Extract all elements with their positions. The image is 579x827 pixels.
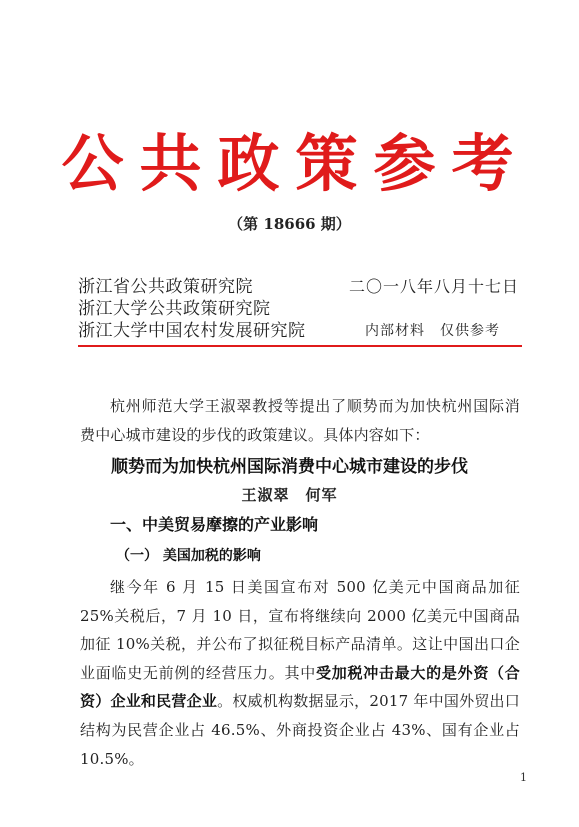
subsection-heading: （一） 美国加税的影响 (116, 548, 261, 564)
internal-note: 内部材料 仅供参考 (365, 323, 500, 339)
body-text-emphasis: 受加税冲击最大的是外资（合资）企业和民营企业 (80, 663, 520, 711)
publish-date: 二〇一八年八月十七日 (349, 277, 520, 296)
article-authors: 王淑翠 何军 (241, 486, 338, 504)
section-heading: 一、中美贸易摩擦的产业影响 (110, 515, 319, 534)
institution-2: 浙江大学公共政策研究院 (78, 299, 271, 319)
article-title: 顺势而为加快杭州国际消费中心城市建设的步伐 (111, 457, 468, 477)
page-number: 1 (520, 771, 527, 784)
body-paragraph (80, 573, 520, 773)
body-text-part1: 继今年 6 月 15 日美国宣布对 500 亿美元中国商品加征 25%关税后，7 月 10 日，宣布将继续向 2000 亿美元中国商品加征 10%关税，并公布了拟征税目标产品清单。这让中国出口企业面临史无前例的经营压力。其中 (80, 578, 520, 682)
institution-1: 浙江省公共政策研究院 (78, 277, 253, 297)
intro-paragraph: 杭州师范大学王淑翠教授等提出了顺势而为加快杭州国际消费中心城市建设的步伐的政策建议。具体内容如下： (80, 397, 520, 444)
header-divider (78, 345, 522, 347)
issue-number: （第 18666 期） (228, 215, 351, 233)
masthead-title: 公共政策参考 (61, 127, 530, 200)
body-text-part2: 。权威机构数据显示，2017 年中国外贸出口结构为民营企业占 46.5%、外商投资企业占 43%、国有企业占 10.5%。 (80, 692, 520, 768)
institution-3: 浙江大学中国农村发展研究院 (78, 321, 306, 341)
